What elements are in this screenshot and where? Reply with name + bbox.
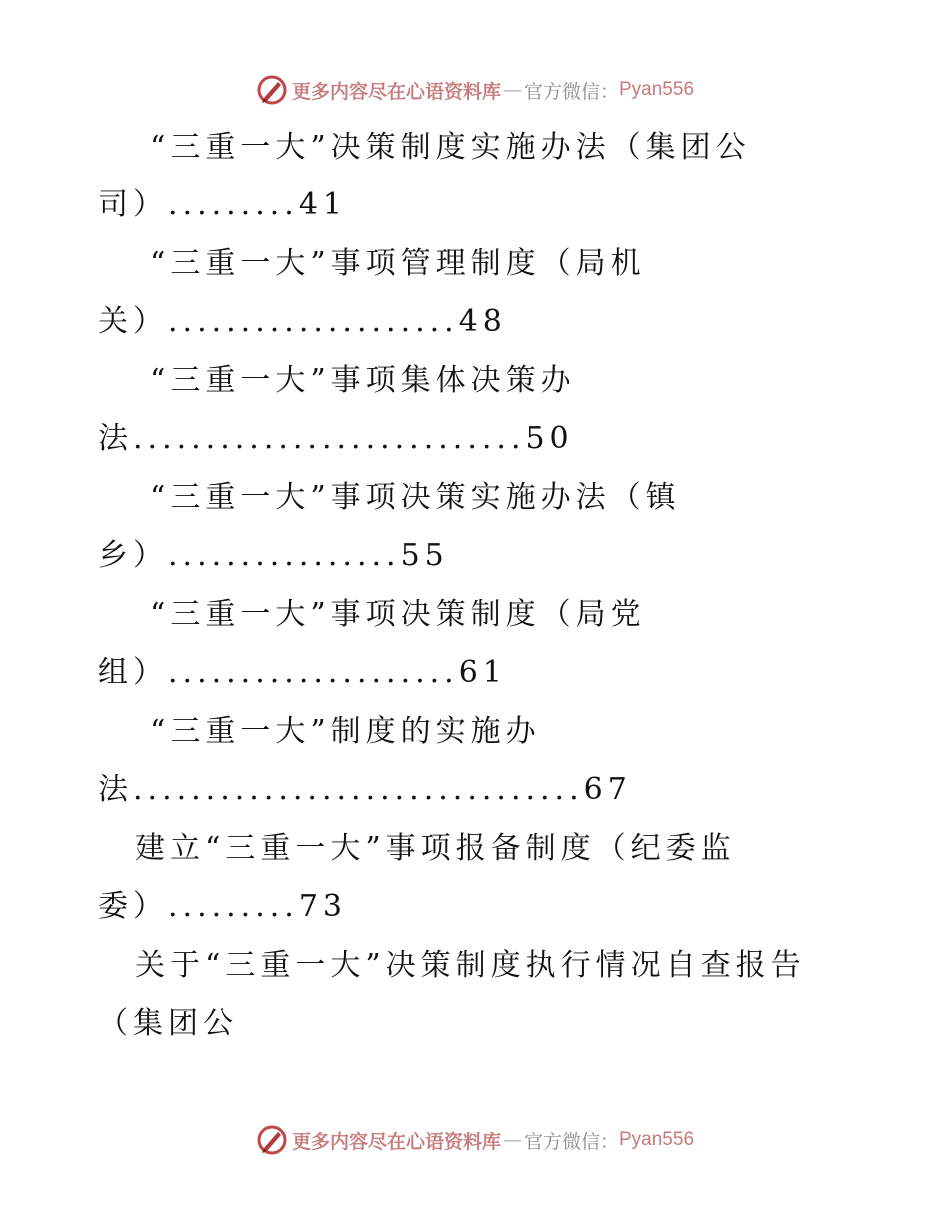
banner-wechat-id: Pyan556 [619, 79, 695, 100]
header-banner [0, 70, 950, 110]
toc-entry-6-title[interactable]: “三重一大”制度的实施办 [150, 714, 541, 749]
toc-entry-7-page[interactable]: 委）.........73 [98, 889, 347, 924]
pen-logo-icon [256, 74, 288, 106]
toc-entry-1-page[interactable]: 司）.........41 [98, 187, 347, 222]
pen-logo-icon [256, 1124, 288, 1156]
toc-entry-4-title[interactable]: “三重一大”事项决策实施办法（镇 [150, 480, 681, 515]
banner-wechat-id: Pyan556 [619, 1129, 695, 1150]
banner-dash: — [502, 79, 522, 101]
toc-entry-2-title[interactable]: “三重一大”事项管理制度（局机 [150, 246, 646, 281]
toc-entry-8-continuation[interactable]: （集团公 [98, 1006, 238, 1041]
toc-entry-5-page[interactable]: 组）....................61 [98, 655, 507, 690]
toc-entry-1-title[interactable]: “三重一大”决策制度实施办法（集团公 [150, 130, 751, 165]
banner-subtitle: 官方微信： [523, 1130, 619, 1153]
toc-entry-5-title[interactable]: “三重一大”事项决策制度（局党 [150, 597, 646, 632]
toc-entry-8-title[interactable]: 关于“三重一大”决策制度执行情况自查报告 [135, 948, 806, 983]
toc-entry-3-title[interactable]: “三重一大”事项集体决策办 [150, 363, 576, 398]
banner-subtitle: 官方微信： [523, 80, 619, 103]
banner-title: 更多内容尽在心语资料库 [291, 80, 501, 103]
toc-entry-2-page[interactable]: 关）....................48 [98, 304, 507, 339]
toc-entry-6-page[interactable]: 法...............................67 [98, 772, 632, 807]
banner-dash: — [502, 1129, 522, 1151]
banner-title: 更多内容尽在心语资料库 [291, 1130, 501, 1153]
toc-entry-7-title[interactable]: 建立“三重一大”事项报备制度（纪委监 [135, 831, 736, 866]
toc-entry-3-page[interactable]: 法...........................50 [98, 421, 574, 456]
footer-banner [0, 1120, 950, 1160]
toc-entry-4-page[interactable]: 乡）................55 [98, 538, 449, 573]
